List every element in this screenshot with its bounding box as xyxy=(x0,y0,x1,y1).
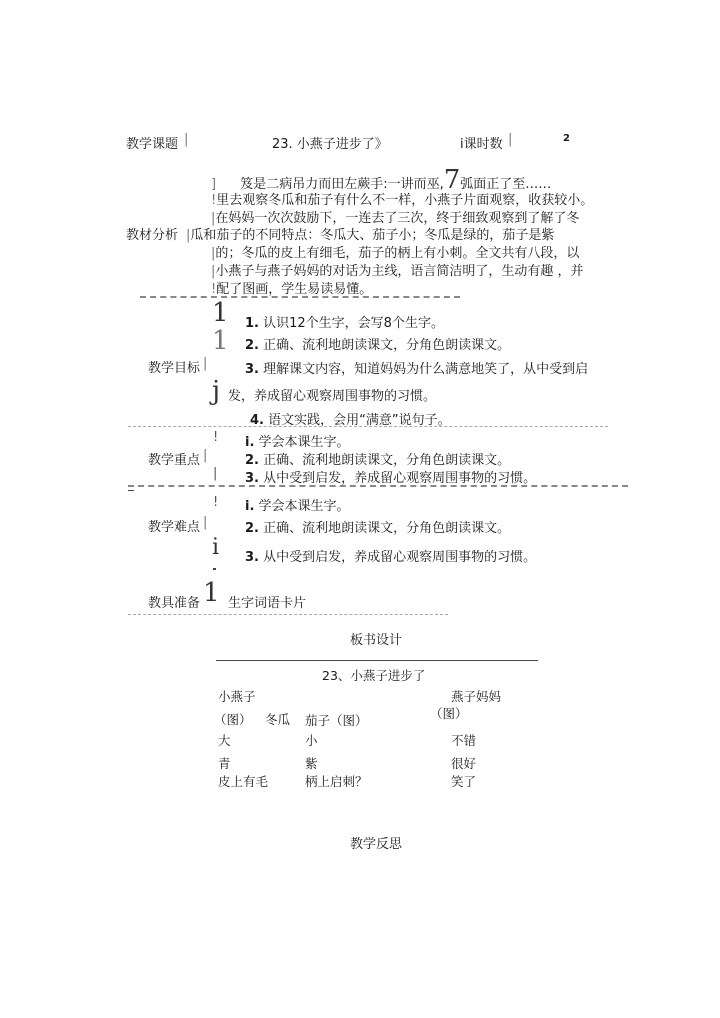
analysis-text: 在妈妈一次次鼓励下，一连去了三次，终于细致观察到了解了冬 xyxy=(215,211,580,226)
item-number: 2. xyxy=(245,338,259,353)
margin-mark: ! xyxy=(213,495,219,510)
analysis-text: 瓜和茄子的不同特点：冬瓜大、茄子小；冬瓜是绿的，茄子是紫 xyxy=(190,228,555,243)
analysis-text: 的；冬瓜的皮上有细毛，茄子的柄上有小刺。全文共有八段，以 xyxy=(215,246,580,261)
item-text: 正确、流利地朗读课文，分角色朗读课文。 xyxy=(263,521,511,536)
item-number: 3. xyxy=(245,550,259,565)
margin-mark: | xyxy=(211,264,216,279)
margin-dot xyxy=(213,568,216,570)
teaching-objectives-label: 教学目标 xyxy=(148,361,201,376)
board-cell: 青 xyxy=(218,756,231,771)
separator-bar: | xyxy=(184,132,189,147)
analysis-line xyxy=(211,278,372,297)
board-qiezi: 茄子（图） xyxy=(305,713,368,728)
teaching-aids-text: 生字词语卡片 xyxy=(228,596,307,611)
margin-mark: ] xyxy=(211,177,217,192)
analysis-text: 笈是二病吊力而田左蕨手:一讲而巫, xyxy=(240,177,444,192)
stray-glyph: 7 xyxy=(443,165,461,195)
difficulty-item xyxy=(245,517,510,536)
margin-mark: | xyxy=(186,228,191,243)
class-hours-value: 2 xyxy=(563,133,570,144)
section-divider xyxy=(128,485,628,487)
board-cell: 很好 xyxy=(451,756,477,771)
teaching-aids-label: 教具准备 xyxy=(148,596,201,611)
section-divider-mark xyxy=(128,490,134,491)
difficulty-item xyxy=(245,546,536,565)
analysis-line xyxy=(211,189,593,208)
objective-item xyxy=(245,334,510,353)
teaching-reflection-heading: 教学反思 xyxy=(350,837,403,852)
lesson-title: 23. 小燕子进步了》 xyxy=(272,137,388,152)
separator-bar: | xyxy=(203,515,208,530)
board-cell: 柄上启刺？ xyxy=(305,774,368,789)
board-right-figure: （图） xyxy=(430,706,468,721)
analysis-text: 弧面正了至…… xyxy=(460,177,552,192)
item-text: 学会本课生字。 xyxy=(258,499,350,514)
item-number: 2. xyxy=(245,453,259,468)
item-text: 语文实践，会用“满意”说句子。 xyxy=(268,413,451,428)
item-number: 4. xyxy=(250,413,264,428)
item-text: 理解课文内容，知道妈妈为什么满意地笑了，从中受到启 xyxy=(263,362,589,377)
item-text: 从中受到启发，养成留心观察周围事物的习惯。 xyxy=(263,471,537,486)
board-cell: 皮上有毛 xyxy=(218,774,269,789)
key-point-item xyxy=(245,467,536,486)
item-number: 2. xyxy=(245,521,259,536)
board-top-rule xyxy=(216,660,538,661)
margin-mark: | xyxy=(213,466,218,481)
class-hours-label: i课时数 xyxy=(460,137,503,152)
analysis-line xyxy=(211,242,579,261)
board-cell: 紫 xyxy=(305,756,318,771)
margin-mark: | xyxy=(211,246,216,261)
key-points-label: 教学重点 xyxy=(148,453,201,468)
board-cell: 小 xyxy=(305,733,318,748)
item-text: 发，养成留心观察周围事物的习惯。 xyxy=(228,389,437,404)
objective-item xyxy=(245,358,588,377)
separator-bar: | xyxy=(203,356,208,371)
item-number: 3. xyxy=(245,471,259,486)
margin-mark: ! xyxy=(211,193,217,208)
board-cell: 不错 xyxy=(451,733,477,748)
margin-mark: ! xyxy=(211,282,217,297)
board-right-header: 燕子妈妈 xyxy=(451,689,502,704)
item-number: i. xyxy=(245,435,255,450)
analysis-line xyxy=(186,224,554,243)
board-title: 23、小燕子进步了 xyxy=(322,668,426,683)
margin-mark: 1 xyxy=(203,578,220,608)
item-text: 正确、流利地朗读课文，分角色朗读课文。 xyxy=(263,453,511,468)
board-left-header: 小燕子 xyxy=(218,689,256,704)
analysis-line xyxy=(211,260,584,279)
separator-bar: | xyxy=(203,448,208,463)
item-number: i. xyxy=(245,499,255,514)
lesson-topic-label: 教学课题 xyxy=(126,137,179,152)
analysis-text: 配了图画，学生易读易懂。 xyxy=(216,282,373,297)
analysis-text: 里去观察冬瓜和茄子有什么不一样，小燕子片面观察，收获较小。 xyxy=(216,193,594,208)
margin-mark: ! xyxy=(213,430,219,445)
material-analysis-label: 教材分析 xyxy=(126,228,179,243)
margin-mark: j xyxy=(212,376,221,406)
board-cell: 笑了 xyxy=(451,774,477,789)
section-divider xyxy=(128,426,608,427)
item-number: 3. xyxy=(245,362,259,377)
objective-item xyxy=(228,385,436,404)
margin-mark: | xyxy=(211,211,216,226)
board-design-heading: 板书设计 xyxy=(350,633,403,648)
section-divider xyxy=(128,614,448,615)
key-point-item xyxy=(245,431,350,450)
board-cell: 大 xyxy=(218,733,231,748)
item-text: 学会本课生字。 xyxy=(258,435,350,450)
objective-item xyxy=(245,312,444,331)
separator-bar: | xyxy=(508,132,513,147)
item-text: 正确、流利地朗读课文，分角色朗读课文。 xyxy=(263,338,511,353)
board-left-figure: （图） xyxy=(214,712,252,727)
difficulties-label: 教学难点 xyxy=(148,520,201,535)
item-number: 1. xyxy=(245,316,259,331)
key-point-item xyxy=(245,449,510,468)
board-dongua: 冬瓜 xyxy=(265,712,291,727)
margin-mark: i xyxy=(212,535,220,560)
section-divider xyxy=(140,296,460,298)
difficulty-item xyxy=(245,495,350,514)
item-text: 认识12个生字，会写8个生字。 xyxy=(263,316,444,331)
margin-mark: 1 xyxy=(212,326,229,356)
analysis-text: 小燕子与燕子妈妈的对话为主线，语言简洁明了，生动有趣 ，并 xyxy=(215,264,584,279)
item-text: 从中受到启发，养成留心观察周围事物的习惯。 xyxy=(263,550,537,565)
margin-mark: 1 xyxy=(212,298,229,328)
